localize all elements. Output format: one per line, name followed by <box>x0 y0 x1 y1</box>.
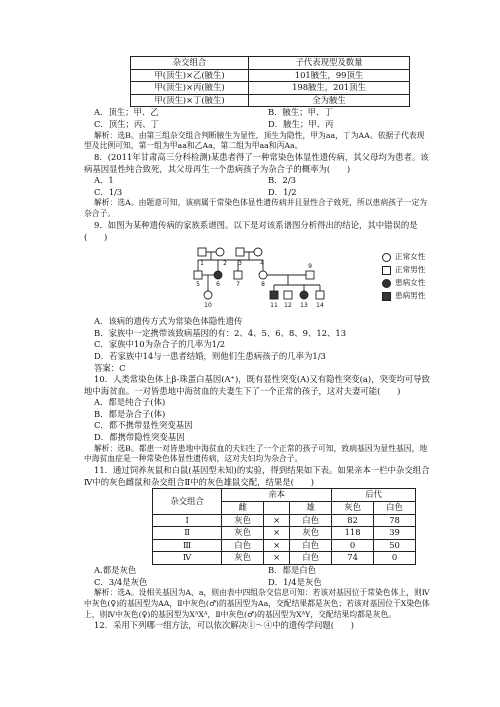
option: C．都不携带显性突变基因 <box>94 420 193 431</box>
pedigree-individual-3 <box>236 248 244 256</box>
option: A．1 <box>94 175 114 186</box>
option: D．1/4是灰色 <box>268 576 322 587</box>
pedigree-label: 3 <box>238 260 242 268</box>
option: C．3/4是灰色 <box>94 576 148 587</box>
pedigree-label: 13 <box>300 302 308 310</box>
option: A．顶生；甲、乙 <box>94 107 159 118</box>
legend-item: 患病女性 <box>382 277 425 290</box>
table-header: 杂交组合 <box>153 489 222 514</box>
q10-analysis: 解析：选B。都患一对皆患地中海贫血的夫妇生了一个正常的孩子可知，致病基因为显性基因，地中海贫血症是一种常染色体显性遗传病，这对夫妇均为杂合子。 <box>84 443 428 464</box>
pedigree-label: 1 <box>200 260 204 268</box>
pedigree-legend <box>382 251 425 303</box>
table-header: 雄 <box>290 501 332 514</box>
pedigree-chart <box>188 245 358 315</box>
pedigree-individual-14 <box>316 291 324 299</box>
table-header: 亲本 <box>222 489 332 502</box>
option: A．都是纯合子(体) <box>94 397 166 408</box>
pedigree-label: 10 <box>204 302 212 310</box>
q9-stem: 9．如图为某种遗传病的家族系谱图。以下是对该系谱图分析得出的结论，其中错误的是( ) <box>84 219 418 242</box>
pedigree-individual-5 <box>194 271 202 279</box>
table-header: 灰色 <box>332 501 374 514</box>
table-header: 雌 <box>222 501 264 514</box>
q8-options-row2 <box>84 187 432 199</box>
pedigree-individual-12 <box>284 291 292 299</box>
pedigree-label: 5 <box>196 281 200 289</box>
table-header: 后代 <box>332 489 416 502</box>
q10-stem: 10．人类常染色体上β-珠蛋白基因(A⁺)，既有显性突变(A)又有隐性突变(a)，突变均可导致地中海贫血。一对皆患地中海贫血的夫妻生下了一个正常的孩子，这对夫妻可能( ) <box>84 374 430 396</box>
option: A.都是灰色 <box>94 564 137 575</box>
table-row: Ⅱ 灰色 × 灰色 118 39 <box>153 527 416 540</box>
legend-item: 正常男性 <box>382 264 425 277</box>
q8-stem: 8．(2011年甘肃高三分科检测)某患者得了一种常染色体显性遗传病，其父母均为患者。该病基因显性纯合致死，其父母再生一个患病孩子为杂合子的概率为( ) <box>84 152 429 174</box>
q8-analysis: 解析：选A。由题意可知，该病属于常染色体显性遗传病并且显性合子致死，所以患病孩子一定为杂合子。 <box>84 198 428 219</box>
q11-options-row1 <box>84 565 432 577</box>
pedigree-label: 7 <box>236 281 240 289</box>
mouse-cross-table <box>152 488 416 565</box>
filled-circle-icon <box>382 279 391 288</box>
table-row: 甲(顶生)×丙(腋生) 198腋生，201顶生 <box>131 82 410 95</box>
table-header: 子代表现型及数量 <box>249 57 410 70</box>
pedigree-individual-7 <box>234 271 242 279</box>
option: D．腋生；甲、丙 <box>268 118 334 129</box>
option: C．顶生；丙、丁 <box>94 118 160 129</box>
pedigree-label: 14 <box>316 302 324 310</box>
option: C．家族中10为杂合子的几率为1/2 <box>94 339 226 350</box>
q8-options-row1 <box>84 175 432 187</box>
table-header: 白色 <box>374 501 416 514</box>
q7-analysis: 解析：选B。由第三组杂交组合判断腋生为显性，顶生为隐性，甲为aa，丁为AA。依据子代表现型及比例可知，第一组为甲aa和乙Aa，第二组为甲aa和丙Aa。 <box>84 130 425 151</box>
pedigree-individual-2 <box>216 248 224 256</box>
pedigree-individual-4 <box>254 248 262 256</box>
table-row: 甲(顶生)×丁(腋生) 全为腋生 <box>131 94 410 107</box>
pedigree-figure <box>84 245 432 315</box>
pedigree-individual-10 <box>204 291 212 299</box>
table-row: Ⅲ 白色 × 白色 0 50 <box>153 539 416 552</box>
open-square-icon <box>382 266 391 275</box>
pedigree-individual-11 <box>270 291 278 299</box>
q7-options-row2 <box>84 119 432 131</box>
option: B．都是杂合子(体) <box>94 408 166 419</box>
q11-analysis: 解析：选A。设相关基因为A、a，则由表中四组杂交信息可知：若该对基因位于常染色体上，则Ⅳ中灰色(♀)的基因型为AA，Ⅱ中灰色(♂)的基因型为Aa，交配结果都是灰色；若该对基因位于X染色体上，则Ⅳ中灰色(♀)的基因型为XᴬXᴬ，Ⅱ中灰色(♂)的基因型为XᴬY，交配结果均都是灰色。 <box>84 588 430 619</box>
pedigree-label: 12 <box>284 302 292 310</box>
pedigree-individual-6 <box>214 271 222 279</box>
option: D．若家族中14与一患者结婚，则他们生患病孩子的几率为1/3 <box>94 350 326 361</box>
table-header: 杂交组合 <box>131 57 249 70</box>
pedigree-individual-1 <box>198 248 206 256</box>
pedigree-label: 9 <box>308 263 312 271</box>
q7-options-row1 <box>84 107 432 119</box>
option: B．都是白色 <box>268 564 317 575</box>
option: B．2/3 <box>268 175 297 186</box>
legend-item: 患病男性 <box>382 290 425 303</box>
table-row: Ⅰ 灰色 × 白色 82 78 <box>153 514 416 527</box>
table-row: Ⅳ 灰色 × 白色 74 0 <box>153 552 416 565</box>
q9-answer: 答案：C <box>94 362 126 373</box>
table-row: 甲(顶生)×乙(腋生) 101腋生，99顶生 <box>131 69 410 82</box>
option: A．该病的遗传方式为常染色体隐性遗传 <box>94 316 243 327</box>
pedigree-label: 11 <box>270 302 278 310</box>
pedigree-individual-8 <box>259 271 267 279</box>
filled-square-icon <box>382 292 391 301</box>
q11-stem: 11．通过饲养灰鼠和白鼠(基因型未知)的实验，得到结果如下表。如果亲本一栏中杂交组合Ⅳ中的灰色雌鼠和杂交组合Ⅱ中的灰色雄鼠交配，结果是( ) <box>84 465 430 487</box>
pedigree-individual-13 <box>300 291 308 299</box>
legend-item: 正常女性 <box>382 251 425 264</box>
pedigree-individual-9 <box>306 271 314 279</box>
pedigree-label: 8 <box>261 281 265 289</box>
cross-results-table <box>130 56 410 107</box>
pedigree-label: 4 <box>260 260 264 268</box>
option: D．1/2 <box>268 186 297 197</box>
pedigree-label: 2 <box>223 260 227 268</box>
open-circle-icon <box>382 253 391 262</box>
option: B．家族中一定携带该致病基因的有：2、4、5、6、8、9、12、13 <box>94 327 347 338</box>
option: B．腋生；甲、丁 <box>268 107 333 118</box>
q11-options-row2 <box>84 577 432 589</box>
pedigree-label: 6 <box>216 281 220 289</box>
option: D．都携带隐性突变基因 <box>94 432 185 443</box>
option: C．1/3 <box>94 186 123 197</box>
q12-stem: 12．采用下列哪一组方法，可以依次解决①～④中的遗传学问题( ) <box>94 620 355 631</box>
